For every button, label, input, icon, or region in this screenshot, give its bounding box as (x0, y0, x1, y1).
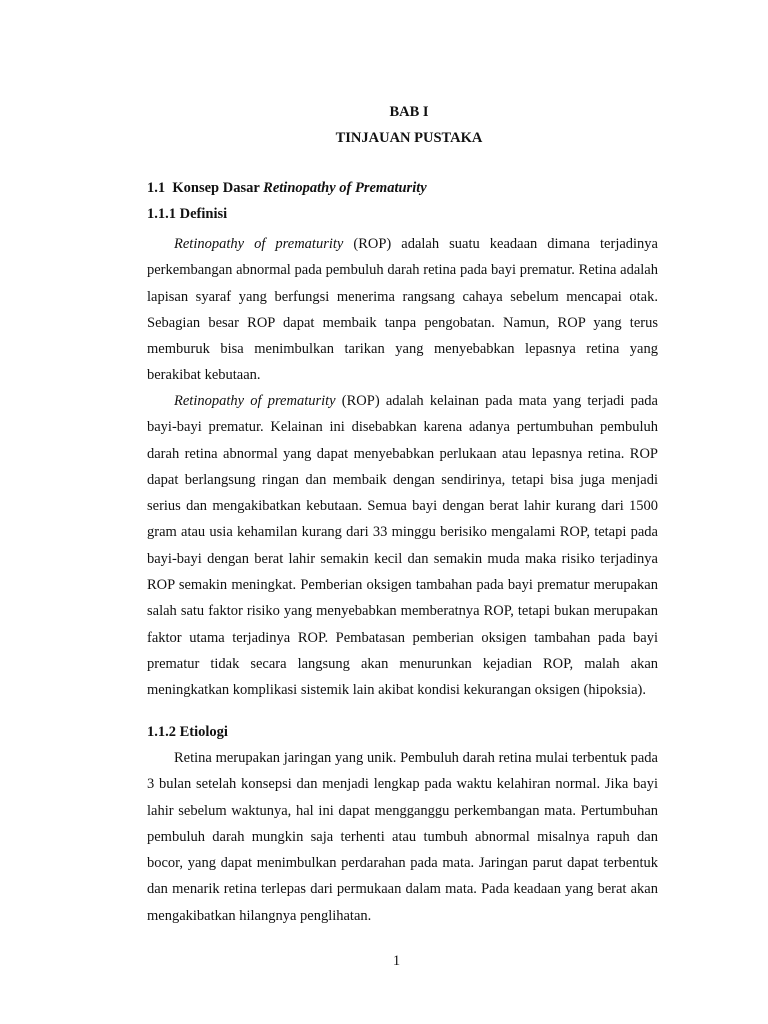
section-title-prefix: Konsep Dasar (172, 180, 260, 196)
paragraph-text: (ROP) adalah kelainan pada mata yang terjadi pada bayi-bayi prematur. Kelainan ini disebabkan karena adanya pertumbuhan pembuluh darah retina abnormal yang dapat menyebabkan perlukaan atau lepasnya retina. ROP dapat berlangsung ringan dan membaik dengan sendirinya, tetapi bisa juga menjadi serius dan mengakibatkan kebutaan. Semua bayi dengan berat lahir kurang dari 1500 gram atau usia kehamilan kurang dari 33 minggu berisiko mengalami ROP, tetapi pada bayi-bayi dengan berat lahir semakin kecil dan semakin muda maka risiko terjadinya ROP semakin meningkat. Pemberian oksigen tambahan pada bayi prematur merupakan salah satu faktor risiko yang menyebabkan memberatnya ROP, tetapi bukan merupakan faktor utama terjadinya ROP. Pembatasan pemberian oksigen tambahan pada bayi prematur tidak secara langsung akan menurunkan kejadian ROP, malah akan meningkatkan komplikasi sistemik lain akibat kondisi kekurangan oksigen (hipoksia). (147, 393, 658, 699)
paragraph-text: (ROP) adalah suatu keadaan dimana terjadinya perkembangan abnormal pada pembuluh darah retina pada bayi prematur. Retina adalah lapisan syaraf yang berfungsi menerima rangsang cahaya sebelum mencapai otak. Sebagian besar ROP dapat membaik tanpa pengobatan. Namun, ROP yang terus memburuk bisa menimbulkan tarikan yang menyebabkan lepasnya retina yang berakibat kebutaan. (147, 236, 658, 384)
paragraph-etiology (147, 745, 658, 929)
paragraph-definition-2 (147, 388, 658, 704)
section-title: Definisi (179, 206, 228, 222)
section-heading-1-1 (147, 180, 427, 197)
section-number: 1.1 (147, 180, 166, 196)
section-number: 1.1.1 (147, 206, 176, 222)
italic-term: Retinopathy of prematurity (174, 236, 344, 252)
section-number: 1.1.2 (147, 724, 176, 740)
section-title: Etiologi (179, 724, 228, 740)
paragraph-definition-1 (147, 231, 658, 389)
section-heading-1-1-2 (147, 724, 228, 741)
section-title-italic: Retinopathy of Prematurity (263, 180, 427, 196)
paragraph-text: Retina merupakan jaringan yang unik. Pembuluh darah retina mulai terbentuk pada 3 bulan setelah konsepsi dan menjadi lengkap pada waktu kelahiran normal. Jika bayi lahir sebelum waktunya, hal ini dapat mengganggu perkembangan mata. Pertumbuhan pembuluh darah mungkin saja terhenti atau tumbuh abnormal misalnya rapuh dan bocor, yang dapat menimbulkan perdarahan pada mata. Jaringan parut dapat terbentuk dan menarik retina terlepas dari permukaan dalam mata. Pada keadaan yang berat akan mengakibatkan hilangnya penglihatan. (147, 750, 658, 924)
chapter-title: TINJAUAN PUSTAKA (335, 130, 483, 146)
section-heading-1-1-1 (147, 206, 227, 223)
chapter-number: BAB I (389, 104, 429, 120)
page-number: 1 (392, 953, 401, 969)
italic-term: Retinopathy of prematurity (174, 393, 336, 409)
